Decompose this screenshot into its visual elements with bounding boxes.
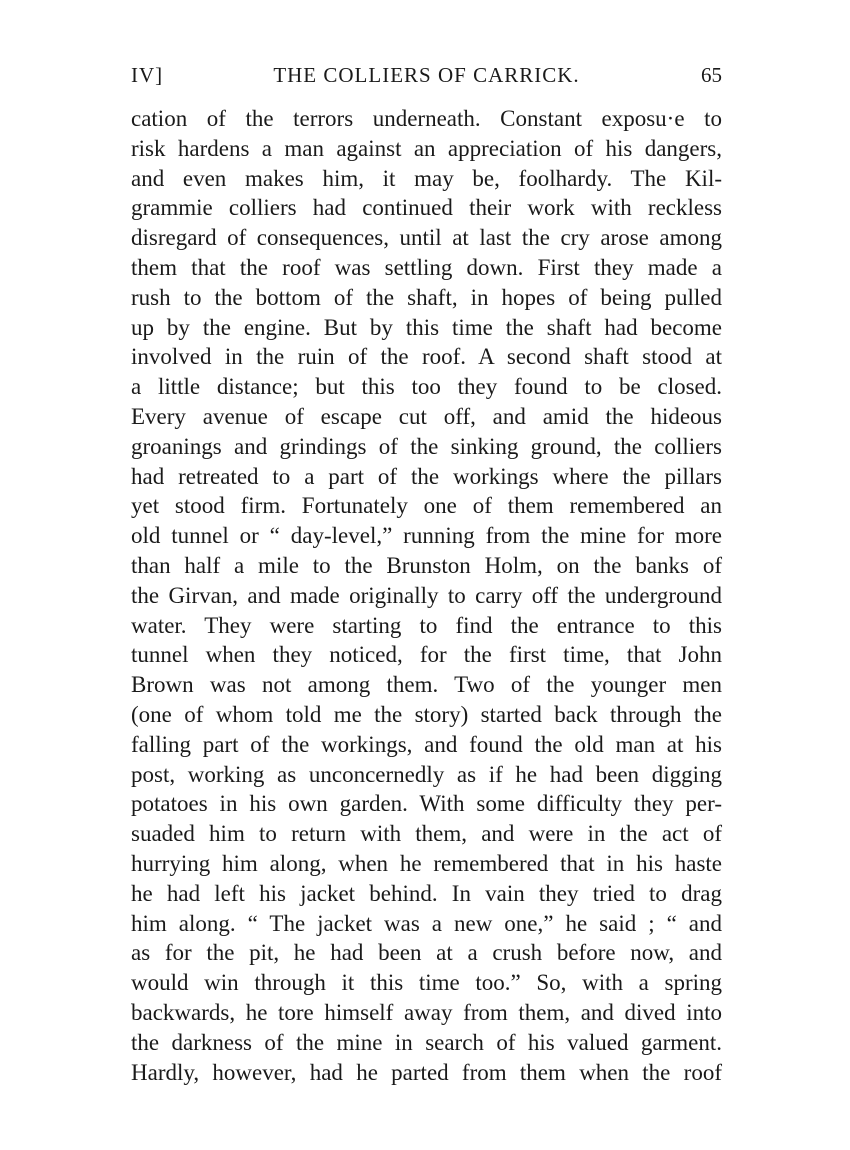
text-line: yet stood firm. Fortunately one of them remembered an — [131, 493, 722, 519]
text-line: groanings and grindings of the sinking ground, the colliers — [131, 433, 722, 459]
text-line: the darkness of the mine in search of his valued garment. — [131, 1029, 722, 1055]
text-line: disregard of consequences, until at last the cry arose among — [131, 225, 722, 251]
text-line: a little distance; but this too they found to be closed. — [131, 374, 722, 400]
running-title: THE COLLIERS OF CARRICK. — [273, 63, 580, 87]
text-line: potatoes in his own garden. With some difficulty they per- — [131, 791, 722, 817]
text-line: risk hardens a man against an appreciation of his dangers, — [131, 135, 722, 161]
text-line: him along. “ The jacket was a new one,” he said ; “ and — [131, 910, 722, 936]
text-line: would win through it this time too.” So, with a spring — [131, 970, 722, 996]
text-line: as for the pit, he had been at a crush before now, and — [131, 940, 722, 966]
text-line: had retreated to a part of the workings where the pillars — [131, 463, 722, 489]
chapter-number: IV] — [131, 63, 164, 87]
running-header — [131, 58, 722, 92]
text-line: suaded him to return with them, and were in the act of — [131, 821, 722, 847]
text-line: he had left his jacket behind. In vain they tried to drag — [131, 880, 722, 906]
text-line: Every avenue of escape cut off, and amid the hideous — [131, 403, 722, 429]
text-line: up by the engine. But by this time the shaft had become — [131, 314, 722, 340]
page-number: 65 — [701, 63, 722, 87]
text-line: involved in the ruin of the roof. A second shaft stood at — [131, 344, 722, 370]
text-line: Hardly, however, had he parted from them when the roof — [131, 1059, 722, 1085]
text-line: than half a mile to the Brunston Holm, on the banks of — [131, 552, 722, 578]
text-line: rush to the bottom of the shaft, in hopes of being pulled — [131, 284, 722, 310]
text-line: tunnel when they noticed, for the first time, that John — [131, 642, 722, 668]
text-line: old tunnel or “ day-level,” running from the mine for more — [131, 523, 722, 549]
text-line: cation of the terrors underneath. Constant exposu·e to — [131, 106, 722, 131]
text-line: backwards, he tore himself away from them, and dived into — [131, 999, 722, 1025]
text-line: post, working as unconcernedly as if he had been digging — [131, 761, 722, 787]
body-text — [131, 104, 722, 1087]
text-line: grammie colliers had continued their work with reckless — [131, 195, 722, 221]
text-line: Brown was not among them. Two of the younger men — [131, 672, 722, 698]
text-line: and even makes him, it may be, foolhardy. The Kil- — [131, 165, 722, 191]
text-line: them that the roof was settling down. First they made a — [131, 254, 722, 280]
text-line: (one of whom told me the story) started back through the — [131, 701, 722, 727]
text-line: hurrying him along, when he remembered that in his haste — [131, 850, 722, 876]
text-line: falling part of the workings, and found the old man at his — [131, 731, 722, 757]
text-line: water. They were starting to find the entrance to this — [131, 612, 722, 638]
text-line: the Girvan, and made originally to carry off the underground — [131, 582, 722, 608]
